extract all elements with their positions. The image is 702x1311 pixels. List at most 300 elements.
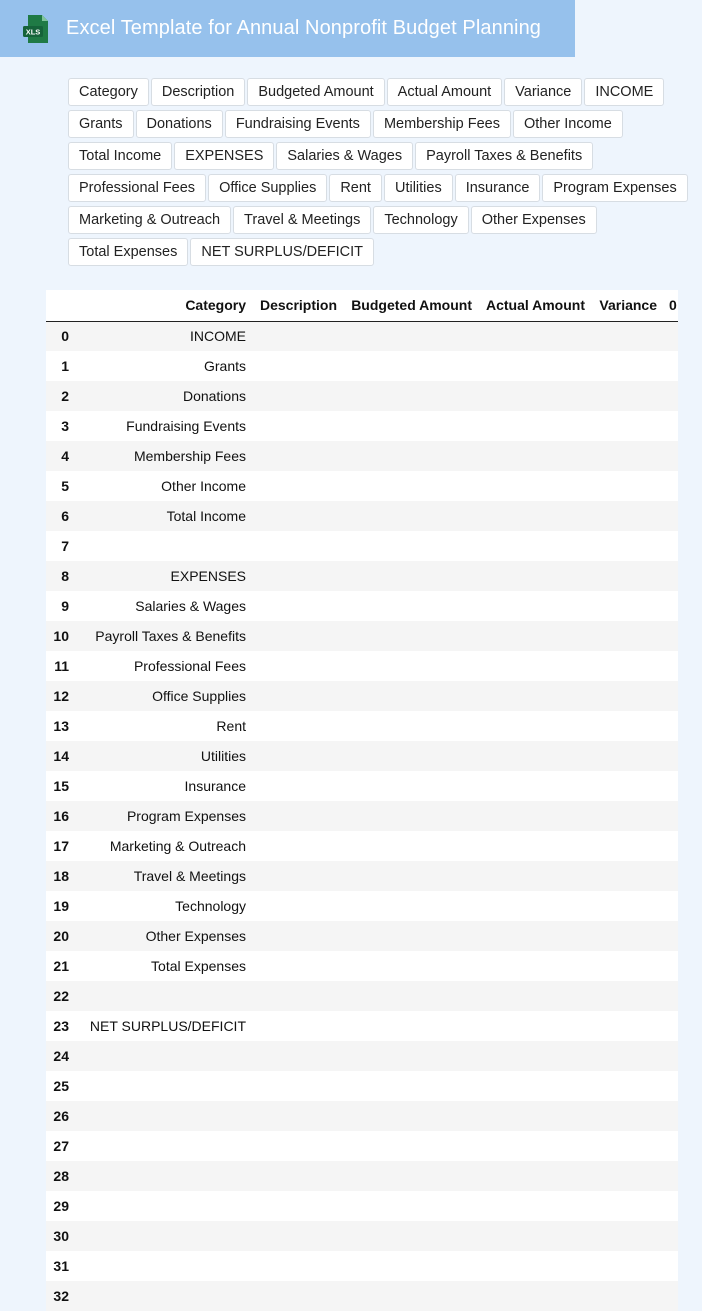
category-cell: Travel & Meetings <box>133 868 246 884</box>
column-tag[interactable]: Technology <box>373 206 468 234</box>
table-row <box>46 1221 678 1251</box>
column-tag[interactable]: Marketing & Outreach <box>68 206 231 234</box>
column-header[interactable]: Description <box>252 290 343 321</box>
column-tag[interactable]: Professional Fees <box>68 174 206 202</box>
table-row <box>46 1281 678 1311</box>
category-cell: Fundraising Events <box>126 418 246 434</box>
category-cell: Program Expenses <box>126 808 246 824</box>
table-cell <box>591 741 663 771</box>
table-cell <box>591 591 663 621</box>
category-cell: Salaries & Wages <box>135 598 246 614</box>
category-cell <box>73 1071 252 1101</box>
table-cell <box>478 1191 591 1221</box>
table-cell <box>478 501 591 531</box>
table-cell <box>591 831 663 861</box>
table-row <box>46 861 678 891</box>
table-cell <box>343 801 478 831</box>
table-cell <box>478 741 591 771</box>
table-cell <box>343 1191 478 1221</box>
category-cell <box>73 1101 252 1131</box>
row-index: 1 <box>61 358 69 374</box>
table-row <box>46 351 678 381</box>
table-cell <box>343 1251 478 1281</box>
table-cell <box>663 441 678 471</box>
table-cell <box>478 1131 591 1161</box>
table-cell <box>663 1191 678 1221</box>
category-cell <box>73 1221 252 1251</box>
row-index: 16 <box>53 808 69 824</box>
table-row <box>46 801 678 831</box>
table-cell <box>478 471 591 501</box>
table-cell <box>478 921 591 951</box>
table-cell <box>343 921 478 951</box>
table-cell <box>663 921 678 951</box>
column-tag[interactable]: Payroll Taxes & Benefits <box>415 142 593 170</box>
category-cell: Other Income <box>161 478 246 494</box>
table-cell <box>591 771 663 801</box>
table-cell <box>343 501 478 531</box>
table-cell <box>478 561 591 591</box>
table-cell <box>343 411 478 441</box>
table-cell <box>663 1131 678 1161</box>
table-cell <box>591 681 663 711</box>
table-row <box>46 681 678 711</box>
row-index: 7 <box>61 538 69 554</box>
table-row <box>46 951 678 981</box>
table-row <box>46 501 678 531</box>
row-index: 3 <box>61 418 69 434</box>
table-cell <box>663 591 678 621</box>
table-cell <box>663 801 678 831</box>
table-cell <box>252 1161 343 1191</box>
column-tag[interactable]: Office Supplies <box>208 174 327 202</box>
table-cell <box>343 1131 478 1161</box>
header-bar <box>0 0 575 57</box>
column-header[interactable]: Variance <box>591 290 663 321</box>
table-cell <box>343 321 478 351</box>
table-cell <box>591 1281 663 1311</box>
category-cell: Rent <box>216 718 246 734</box>
table-cell <box>591 1101 663 1131</box>
table-cell <box>252 861 343 891</box>
table-cell <box>663 1101 678 1131</box>
category-cell: Utilities <box>200 748 246 764</box>
table-cell <box>478 891 591 921</box>
table-cell <box>478 861 591 891</box>
table-row <box>46 381 678 411</box>
table-cell <box>478 1041 591 1071</box>
table-row <box>46 1191 678 1221</box>
table-cell <box>591 651 663 681</box>
row-index: 27 <box>53 1138 69 1154</box>
table-cell <box>252 1071 343 1101</box>
table-cell <box>663 711 678 741</box>
table-cell <box>663 1251 678 1281</box>
table-row <box>46 531 678 561</box>
table-cell <box>663 681 678 711</box>
table-cell <box>663 831 678 861</box>
category-cell <box>73 1281 252 1311</box>
table-cell <box>252 981 343 1011</box>
table-row <box>46 321 678 351</box>
table-cell <box>343 381 478 411</box>
row-index: 9 <box>61 598 69 614</box>
table-cell <box>478 1101 591 1131</box>
table-cell <box>252 411 343 441</box>
table-cell <box>343 471 478 501</box>
table-cell <box>663 741 678 771</box>
category-cell: Total Expenses <box>151 958 246 974</box>
table-cell <box>252 591 343 621</box>
table-cell <box>663 1041 678 1071</box>
table-cell <box>663 471 678 501</box>
page-title: Excel Template for Annual Nonprofit Budget Planning <box>66 17 542 39</box>
row-index: 18 <box>53 868 69 884</box>
column-tag[interactable]: NET SURPLUS/DEFICIT <box>190 238 374 266</box>
table-cell <box>478 531 591 561</box>
column-tag[interactable]: Grants <box>68 110 134 138</box>
column-header[interactable]: Budgeted Amount <box>343 290 478 321</box>
table-cell <box>343 1071 478 1101</box>
table-cell <box>343 861 478 891</box>
table-cell <box>343 741 478 771</box>
table-row <box>46 771 678 801</box>
category-cell: INCOME <box>190 328 246 345</box>
table-cell <box>252 471 343 501</box>
table-cell <box>478 1221 591 1251</box>
column-header[interactable]: Actual Amount <box>478 290 591 321</box>
row-index: 30 <box>53 1228 69 1244</box>
table-cell <box>591 711 663 741</box>
table-cell <box>591 921 663 951</box>
table-cell <box>591 1011 663 1041</box>
table-cell <box>343 981 478 1011</box>
table-row <box>46 711 678 741</box>
table-cell <box>252 921 343 951</box>
table-cell <box>663 561 678 591</box>
table-row <box>46 1131 678 1161</box>
column-tag[interactable]: Description <box>151 78 246 106</box>
row-index: 26 <box>53 1108 69 1124</box>
table-cell <box>252 831 343 861</box>
category-cell: Total Income <box>166 508 246 524</box>
column-tag[interactable]: Budgeted Amount <box>247 78 384 106</box>
table-cell <box>591 561 663 591</box>
table-header-row <box>46 290 678 321</box>
category-cell <box>73 1131 252 1161</box>
column-tag[interactable]: Utilities <box>384 174 453 202</box>
table-cell <box>591 891 663 921</box>
table-cell <box>663 651 678 681</box>
table-cell <box>343 891 478 921</box>
table-cell <box>591 471 663 501</box>
row-index: 29 <box>53 1198 69 1214</box>
table-cell <box>252 801 343 831</box>
row-index: 23 <box>53 1018 69 1034</box>
table-row <box>46 921 678 951</box>
table-cell <box>343 561 478 591</box>
table-cell <box>591 1251 663 1281</box>
table-cell <box>591 621 663 651</box>
column-tag[interactable]: Membership Fees <box>373 110 511 138</box>
category-cell: Technology <box>175 898 246 914</box>
row-index: 32 <box>53 1288 69 1304</box>
table-cell <box>663 351 678 381</box>
category-cell <box>73 1041 252 1071</box>
category-cell: Payroll Taxes & Benefits <box>95 628 246 644</box>
table-cell <box>252 1131 343 1161</box>
table-cell <box>343 831 478 861</box>
table-row <box>46 1041 678 1071</box>
index-header[interactable] <box>46 290 73 321</box>
table-cell <box>591 1131 663 1161</box>
table-cell <box>252 381 343 411</box>
category-cell <box>73 531 252 561</box>
column-tag[interactable]: Travel & Meetings <box>233 206 371 234</box>
column-tag[interactable]: Insurance <box>455 174 541 202</box>
table-row <box>46 441 678 471</box>
column-tag[interactable]: Total Income <box>68 142 172 170</box>
table-cell <box>478 1011 591 1041</box>
table-row <box>46 1161 678 1191</box>
table-cell <box>252 891 343 921</box>
category-cell <box>73 1251 252 1281</box>
table-cell <box>343 1221 478 1251</box>
table-cell <box>591 1041 663 1071</box>
row-index: 28 <box>53 1168 69 1184</box>
table-cell <box>663 621 678 651</box>
category-cell: Marketing & Outreach <box>109 838 246 854</box>
table-cell <box>343 621 478 651</box>
table-cell <box>478 951 591 981</box>
row-index: 6 <box>61 508 69 524</box>
row-index: 20 <box>53 928 69 944</box>
table-cell <box>478 1251 591 1281</box>
table-cell <box>591 951 663 981</box>
table-cell <box>663 1221 678 1251</box>
category-cell: EXPENSES <box>170 568 246 584</box>
category-cell <box>73 1191 252 1221</box>
category-cell: Membership Fees <box>133 448 246 464</box>
table-cell <box>252 561 343 591</box>
table-cell <box>343 1101 478 1131</box>
table-row <box>46 411 678 441</box>
table-cell <box>663 891 678 921</box>
table-cell <box>252 441 343 471</box>
row-index: 0 <box>61 328 69 345</box>
table-cell <box>252 1191 343 1221</box>
table-cell <box>478 831 591 861</box>
column-tag-list <box>68 78 688 266</box>
row-index: 25 <box>53 1078 69 1094</box>
table-cell <box>663 1071 678 1101</box>
table-cell <box>478 441 591 471</box>
row-index: 11 <box>54 658 69 674</box>
table-cell <box>252 1101 343 1131</box>
category-cell: Insurance <box>184 778 246 794</box>
table-cell <box>591 1221 663 1251</box>
row-index: 4 <box>61 448 69 464</box>
row-index: 8 <box>61 568 69 584</box>
table-cell <box>591 321 663 351</box>
table-row <box>46 1101 678 1131</box>
table-cell <box>663 531 678 561</box>
table-cell <box>478 981 591 1011</box>
column-header[interactable]: 0 <box>663 290 678 321</box>
column-tag[interactable]: Variance <box>504 78 582 106</box>
table-cell <box>252 531 343 561</box>
table-cell <box>252 321 343 351</box>
table-cell <box>663 321 678 351</box>
table-cell <box>252 651 343 681</box>
table-cell <box>591 441 663 471</box>
data-table-container[interactable] <box>53 290 678 1304</box>
table-cell <box>478 621 591 651</box>
table-cell <box>663 771 678 801</box>
table-cell <box>591 381 663 411</box>
table-cell <box>663 411 678 441</box>
table-cell <box>478 591 591 621</box>
row-index: 19 <box>53 898 69 914</box>
table-row <box>46 741 678 771</box>
table-cell <box>252 681 343 711</box>
category-cell: Other Expenses <box>145 928 246 944</box>
table-cell <box>343 351 478 381</box>
row-index: 13 <box>53 718 69 734</box>
column-tag[interactable]: Program Expenses <box>542 174 687 202</box>
row-index: 22 <box>53 988 69 1004</box>
table-cell <box>343 531 478 561</box>
column-tag[interactable]: Actual Amount <box>387 78 503 106</box>
column-tag[interactable]: Other Expenses <box>471 206 597 234</box>
table-cell <box>343 771 478 801</box>
table-row <box>46 1251 678 1281</box>
table-cell <box>591 801 663 831</box>
data-table <box>46 290 678 1311</box>
table-cell <box>591 501 663 531</box>
table-cell <box>252 1281 343 1311</box>
table-cell <box>663 501 678 531</box>
table-cell <box>478 321 591 351</box>
xls-icon-label: XLS <box>25 27 41 36</box>
table-cell <box>343 651 478 681</box>
row-index: 21 <box>53 958 69 974</box>
table-cell <box>591 411 663 441</box>
table-cell <box>478 1281 591 1311</box>
table-cell <box>478 1161 591 1191</box>
table-row <box>46 1071 678 1101</box>
table-cell <box>343 441 478 471</box>
column-tag[interactable]: Total Expenses <box>68 238 188 266</box>
table-cell <box>252 711 343 741</box>
category-cell: Donations <box>182 388 246 404</box>
column-tag[interactable]: Other Income <box>513 110 623 138</box>
table-cell <box>343 591 478 621</box>
table-cell <box>478 651 591 681</box>
xls-file-icon <box>22 14 50 44</box>
column-tag[interactable]: Rent <box>329 174 382 202</box>
table-cell <box>343 1161 478 1191</box>
table-cell <box>478 711 591 741</box>
table-cell <box>252 771 343 801</box>
table-cell <box>252 951 343 981</box>
table-cell <box>591 1071 663 1101</box>
table-cell <box>663 1281 678 1311</box>
table-row <box>46 561 678 591</box>
table-row <box>46 831 678 861</box>
table-cell <box>591 981 663 1011</box>
table-cell <box>252 621 343 651</box>
table-cell <box>252 1011 343 1041</box>
row-index: 14 <box>53 748 69 764</box>
table-row <box>46 1011 678 1041</box>
table-cell <box>663 951 678 981</box>
column-tag[interactable]: Category <box>68 78 149 106</box>
table-row <box>46 981 678 1011</box>
table-body <box>46 321 678 1311</box>
table-cell <box>663 1161 678 1191</box>
category-cell: Professional Fees <box>133 658 246 674</box>
column-header[interactable]: Category <box>73 290 252 321</box>
row-index: 2 <box>61 388 69 404</box>
table-cell <box>478 411 591 441</box>
table-cell <box>478 351 591 381</box>
table-cell <box>663 1011 678 1041</box>
row-index: 5 <box>61 478 69 494</box>
table-row <box>46 621 678 651</box>
table-cell <box>252 501 343 531</box>
column-tag[interactable]: INCOME <box>584 78 664 106</box>
table-cell <box>663 861 678 891</box>
table-cell <box>252 351 343 381</box>
table-cell <box>343 1041 478 1071</box>
table-cell <box>478 801 591 831</box>
category-cell: Grants <box>203 358 246 374</box>
column-tag[interactable]: Fundraising Events <box>225 110 371 138</box>
table-cell <box>591 351 663 381</box>
table-cell <box>591 1191 663 1221</box>
row-index: 31 <box>53 1258 69 1274</box>
table-cell <box>478 771 591 801</box>
table-cell <box>343 681 478 711</box>
table-row <box>46 651 678 681</box>
column-tag[interactable]: EXPENSES <box>174 142 274 170</box>
table-cell <box>343 1011 478 1041</box>
table-cell <box>663 981 678 1011</box>
table-cell <box>343 711 478 741</box>
table-cell <box>252 1251 343 1281</box>
category-cell: NET SURPLUS/DEFICIT <box>89 1018 246 1034</box>
table-cell <box>591 1161 663 1191</box>
category-cell <box>73 981 252 1011</box>
row-index: 15 <box>53 778 69 794</box>
table-row <box>46 591 678 621</box>
table-cell <box>252 1221 343 1251</box>
category-cell: Office Supplies <box>152 688 246 704</box>
table-cell <box>591 861 663 891</box>
table-row <box>46 891 678 921</box>
column-tag[interactable]: Salaries & Wages <box>276 142 413 170</box>
table-cell <box>343 951 478 981</box>
table-cell <box>478 681 591 711</box>
row-index: 17 <box>53 838 69 854</box>
category-cell <box>73 1161 252 1191</box>
row-index: 12 <box>53 688 69 704</box>
table-row <box>46 471 678 501</box>
table-cell <box>663 381 678 411</box>
column-tag[interactable]: Donations <box>136 110 223 138</box>
table-cell <box>343 1281 478 1311</box>
